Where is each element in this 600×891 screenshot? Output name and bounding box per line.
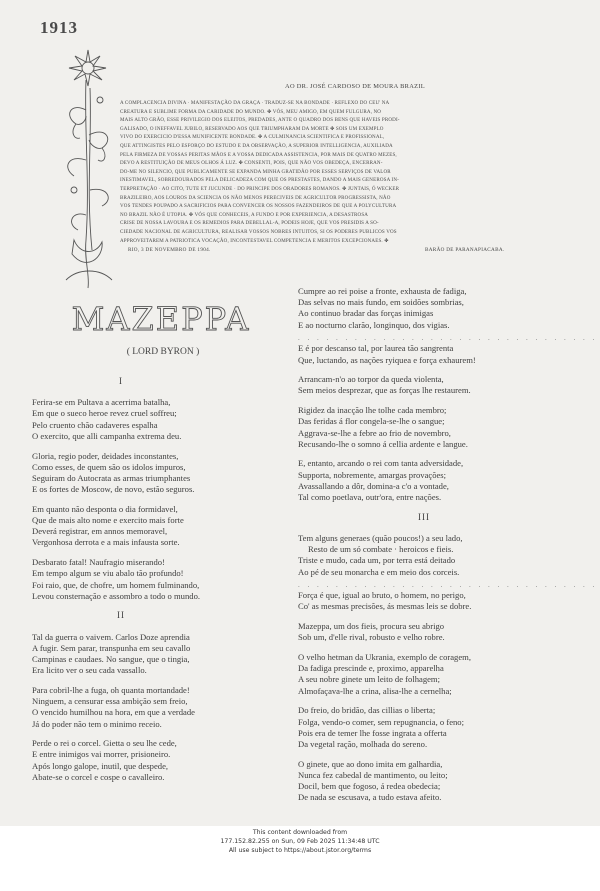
verse-line: Perde o rei o corcel. Gietta o seu lhe cede, (32, 738, 177, 749)
floral-ornament-icon (56, 40, 120, 290)
verse-line: Das feridas á flor congela-se-lhe o sangue; (298, 416, 445, 427)
stanza (298, 590, 550, 612)
section-number: II (117, 610, 125, 621)
stanza (298, 286, 550, 331)
verse-line: Em tempo algum se viu abalo tão profundo! (32, 568, 184, 579)
verse-line: Que, luctando, as nações ryiquea e força exhaurem! (298, 354, 476, 365)
dedication-place-date: RIO, 3 DE NOVEMBRO DE 1904. (128, 247, 211, 253)
verse-line: Vergonhosa derrota e a mais infausta sorte. (32, 537, 180, 548)
verse-line: Das selvas no mais fundo, em soidões sombrias, (298, 297, 464, 308)
dedication-line: BRAZILEIRO, AOS LOUROS DA SCIENCIA OS NÃO MENOS PERECIVEIS DE AGRICULTOR PROGRESSISTA, NÃO (120, 194, 391, 201)
verse-line: Folga, vendo-o comer, sem repugnancia, o feno; (298, 716, 464, 727)
verse-line: Almofaçava-lhe a crina, alisa-lhe a cernelha; (298, 685, 452, 696)
dedication-line: A COMPLACENCIA DIVINA · MANIFESTAÇÃO DA GRAÇA · TRADUZ-SE NA BONDADE · REFLEXO DO CEU' NA (120, 100, 390, 106)
verse-line: Seguiram do Autocrata as armas triumphantes (32, 472, 191, 483)
verse-line: Gloria, regio poder, deidades inconstantes, (32, 450, 179, 461)
poem-right-column (298, 286, 598, 812)
verse-line: Recusando-lhe o somno á cellia ardente e langue. (298, 438, 468, 449)
page-year: 1913 (40, 18, 78, 37)
omission-dots: . . . . . . . . . . . . . . . . . . . . . . . . . . . . . . . . (298, 581, 598, 590)
verse-line: Sem meios desprezar, que as forças lhe restaurem. (298, 385, 471, 396)
stanza (298, 343, 550, 365)
verse-line: De nada se escusava, a tudo estava afeito. (298, 792, 442, 803)
verse-line: Nunca fez cabedal de mantimento, ou leito; (298, 769, 448, 780)
footer-line: This content downloaded from (252, 829, 348, 836)
dedication-line: VOS TENDES POUPADO A SACRIFICIOS PARA CONVENCER OS NOSSOS FAZENDEIROS DE QUE A POLYCULTURA (120, 203, 397, 210)
verse-line: E entre inimigos vai morrer, prisioneiro. (32, 749, 171, 760)
verse-line: Sob um, d'elle rival, robusto e velho robre. (298, 632, 445, 643)
verse-line: A fugir. Sem parar, transpunha em seu cavallo (32, 642, 191, 653)
dedication-title: AO DR. JOSÉ CARDOSO DE MOURA BRAZIL (285, 83, 425, 90)
download-footer (0, 828, 600, 855)
verse-line: E ao nocturno clarão, longinquo, dos vigias. (298, 319, 450, 330)
dedication-line: PELA FIRMEZA DE VOSSAS PERITAS MÃOS E A VOSSA DEDICADA ASSISTENCIA, POR MAIS DE QUATRO MEZES, (120, 151, 397, 158)
poem-author: ( LORD BYRON ) (126, 347, 200, 357)
verse-line: Levou consternação e assombro a todo o mundo. (32, 590, 201, 601)
poem-title-text: MAZEPPA (71, 300, 251, 338)
verse-line: Já do poder não tem o minimo receio. (32, 718, 162, 729)
stanza (32, 397, 290, 442)
dedication-line: APPROVEITAREM A PATRIOTICA VOCAÇÃO, INCONTESTAVEL COMPETENCIA E MERITOS EXCEPCIONAES. ✤ (120, 237, 389, 244)
verse-line: Resto de um só combate · heroicos e fieis. (308, 544, 454, 555)
poem-title (71, 296, 251, 340)
verse-line: Aggrava-se-lhe a febre ao frio de novembro, (298, 427, 451, 438)
footer-terms-link[interactable]: All use subject to https://about.jstor.org/terms (228, 847, 372, 854)
verse-line: Cumpre ao rei poise a fronte, exhausta de fadiga, (298, 286, 467, 296)
verse-line: Força é que, igual ao bruto, o homem, no perigo, (298, 590, 466, 601)
verse-line: Campinas e caudaes. No sangue, que o tingia, (32, 654, 190, 665)
stanza (298, 405, 550, 450)
dedication-line: DO-ME NO SILENCIO, QUE PUBLICAMENTE SE EXPANDA MINHA GRATIDÃO POR ESSES SERVIÇOS DE VALOR (120, 168, 391, 175)
verse-line: Docil, bem que fogoso, á redea obedecia; (298, 781, 441, 792)
stanza (298, 374, 550, 396)
stanza (32, 738, 290, 783)
verse-line: Ao continuo bradar das forças inimigas (298, 308, 434, 319)
poem-left-column (32, 372, 290, 792)
verse-line: Tem alguns generaes (quão poucos!) a seu lado, (298, 532, 463, 543)
verse-line: Da fadiga prescinde e, proximo, apparelha (298, 663, 444, 674)
stanza (32, 504, 290, 549)
stanza (298, 759, 550, 804)
stanza (298, 533, 550, 578)
dedication-line: CIEDADE NACIONAL DE AGRICULTURA, REALISAR VOSSOS NOBRES INTUITOS, SI OS PODERES PUBLICOS VOS (120, 228, 397, 235)
stanza (32, 685, 290, 730)
verse-line: Do freio, do bridão, das cillias o liberta; (298, 705, 436, 716)
verse-line: O exercito, que alli campanha extrema deu. (32, 430, 182, 441)
verse-line: Co' as mesmas precisões, ás mesmas leis se dobre. (298, 601, 472, 612)
verse-line: Ao pé de seu monarcha e em meio dos corceis. (298, 566, 460, 577)
verse-line: A seu nobre ginete um leito de folhagem; (298, 674, 440, 685)
verse-line: Avassallando a dôr, domina-a c'o a vontade, (298, 480, 449, 491)
verse-line: Para cobril-lhe a fuga, oh quanta mortandade! (32, 684, 190, 695)
stanza (32, 632, 290, 677)
dedication-line: MAIS ALTO GRÃO, ESSE PRIVILEGIO DOS ELEITOS, PREDADES, ANTE O QUADRO DOS BENS QUE HAVEIS PRODI- (120, 117, 400, 124)
verse-line: Da vegetal ração, molhada do sereno. (298, 739, 428, 749)
dedication-line: NO BRAZIL NÃO É UTOPIA. ✤ VÓS QUE CONHECEIS, A FUNDO E POR EXPERIENCIA, A DESASTROSA (120, 211, 369, 218)
stanza (32, 451, 290, 496)
verse-line: E, entanto, arcando o rei com tanta adversidade, (298, 458, 464, 469)
verse-line: Tal da guerra o vaivem. Carlos Doze aprendia (32, 631, 190, 642)
dedication-line: DEVO A RESTITUIÇÃO DE MEUS OLHOS Á LUZ. ✤ CONSENTI, POIS, QUE NÃO VOS OBEDEÇA, ENCERRAN- (120, 160, 383, 167)
verse-line: Triste e mudo, cada um, por terra está deitado (298, 555, 456, 566)
verse-line: Em que o sueco heroe revez cruel soffreu; (32, 408, 177, 419)
verse-line: Foi raio, que, de chofre, um homem fulminando, (32, 579, 200, 590)
dedication-line: INESTIMAVEL, SOBREDOURADOS PELA DELICADEZA COM QUE OS PRESTASTES, DANDO A MAIS GENEROSA IN- (120, 177, 399, 184)
verse-line: E é por descanso tal, por laurea tão sangrenta (298, 343, 454, 354)
verse-line: Como esses, de quem são os idolos impuros, (32, 461, 186, 472)
verse-line: Ferira-se em Pultava a acerrima batalha, (32, 397, 171, 408)
dedication-line: QUE ATTINGISTES PELO ESFORÇO DO ESTUDO E DA OBSERVAÇÃO, A SUPERIOR INTELLIGENCIA, AUXILIADA (120, 142, 393, 149)
verse-line: Tal como poetlava, outr'ora, entre nações. (298, 492, 442, 503)
omission-dots: . . . . . . . . . . . . . . . . . . . . . . . . . . . . . . . . (298, 334, 598, 343)
stanza (298, 652, 550, 697)
verse-line: Era licito ver o seu cada vassallo. (32, 665, 147, 676)
verse-line: Ninguem, a censurar essa ambição sem freio, (32, 696, 188, 707)
dedication-line: TERPRETAÇÃO · AO CITO, TUTE ET JUCUNDE · DO PRINCIPE DOS ORADORES ROMANOS. ✤ JUNTAIS, Ó WECKER (120, 185, 400, 192)
verse-line: Pois era de temer lhe fosse ingrata a offerta (298, 727, 447, 738)
stanza (32, 557, 290, 602)
verse-line: Pelo cruento chão cadaveres espalha (32, 419, 158, 430)
dedication-line: CREATURA E SUBLIME FORMA DA CARIDADE DO MUNDO. ✤ VÓS, MEU AMIGO, EM QUEM FULGURA, NO (120, 108, 382, 115)
verse-line: Arrancam-n'o ao torpor da queda violenta, (298, 374, 444, 385)
verse-line: O ginete, que ao dono imita em galhardia, (298, 758, 443, 769)
dedication-body (120, 99, 560, 245)
verse-line: Deverá registrar, em annos memoravel, (32, 526, 168, 537)
stanza (298, 458, 550, 503)
stanza (298, 705, 550, 750)
verse-line: Em quanto não desponta o dia formidavel, (32, 503, 178, 514)
verse-line: O velho hetman da Ukrania, exemplo de coragem, (298, 652, 472, 663)
dedication-line: GALISADO, O INEFFAVEL JUBILO, RESERVADO AOS QUE TRIUMPHARAM DA MORTE ✤ SOIS UM EXEMPLO (120, 125, 384, 132)
verse-line: Que de mais alto nome e exercito mais forte (32, 515, 184, 526)
verse-line: E os fortes de Moscow, de novo, estão seguros. (32, 484, 195, 495)
verse-line: Após longo galope, inutil, que despede, (32, 760, 169, 771)
verse-line: Abate-se o corcel e cospe o cavalleiro. (32, 771, 165, 782)
verse-line: Rigidez da inacção lhe tolhe cada membro; (298, 405, 447, 416)
stanza (298, 621, 550, 643)
verse-line: Desbarato fatal! Naufragio miserando! (32, 557, 165, 568)
dedication-line: VIVO DO EXERCICIO D'ESSA MUNIFICENTE BONDADE. ✤ A CULMINANCIA SCIENTIFICA E PROFISSIONAL, (120, 134, 385, 141)
section-number: III (418, 511, 430, 522)
section-number: I (119, 376, 123, 386)
verse-line: O vencido humilhou na hora, em que a verdade (32, 707, 195, 718)
verse-line: Supporta, nobremente, amargas provações; (298, 469, 447, 480)
dedication-signature: BARÃO DE PARANAPIACABA. (425, 247, 505, 253)
dedication-line: CRISE DE NOSSA LAVOURA E OS REMEDIOS PARA DEBELLAL-A, PODEIS HOJE, QUE VOS PRESIDIS A SO- (120, 220, 379, 227)
verse-line: Mazeppa, um dos fieis, procura seu abrigo (298, 621, 445, 632)
footer-line: 177.152.82.255 on Sun, 09 Feb 2025 11:34:48 UTC (220, 838, 380, 845)
